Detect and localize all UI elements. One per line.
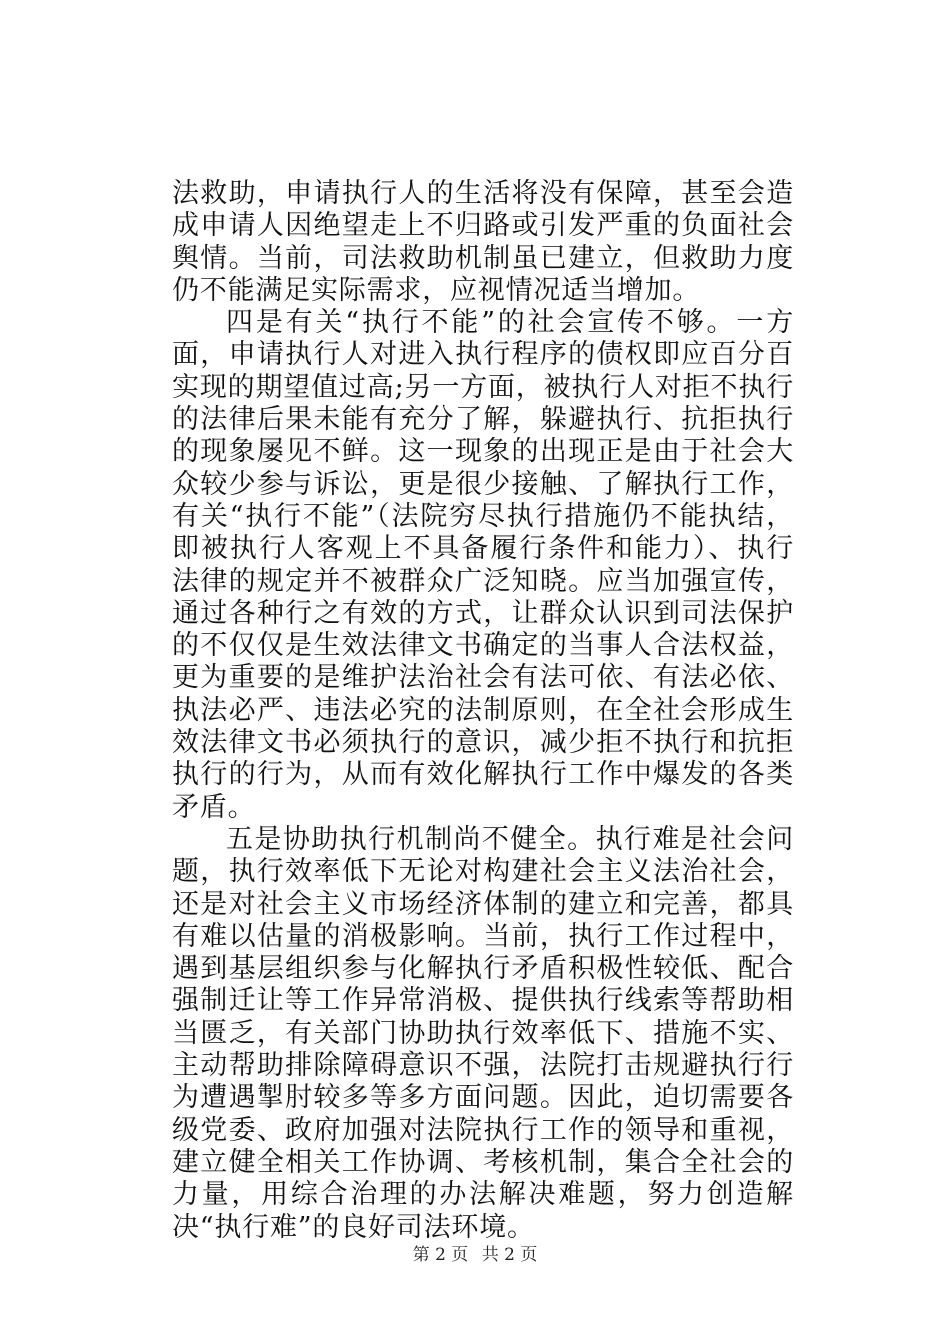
page-number: 第 2 页 (412, 1245, 469, 1265)
page-total: 共 2 页 (481, 1245, 538, 1265)
paragraph-point-five: 五是协助执行机制尚不健全。执行难是社会问题，执行效率低下无论对构建社会主义法治社会，还是对社会主义市场经济体制的建立和完善，都具有难以估量的消极影响。当前，执行工作过程中，遇到基层组织参与化解执行矛盾积极性较低、配合强制迁让等工作异常消极、提供执行线索等帮助相当匮乏，有关部门协助执行效率低下、措施不实、主动帮助排除障碍意识不强，法院打击规避执行行为遭遇掣肘较多等多方面问题。因此，迫切需要各级党委、政府加强对法院执行工作的领导和重视，建立健全相关工作协调、考核机制，集合全社会的力量，用综合治理的办法解决难题，努力创造解决“执行难”的良好司法环境。 (172, 823, 794, 1243)
document-body (172, 178, 794, 1244)
page-footer (0, 1244, 950, 1266)
paragraph-continuation: 法救助，申请执行人的生活将没有保障，甚至会造成申请人因绝望走上不归路或引发严重的负面社会舆情。当前，司法救助机制虽已建立，但救助力度仍不能满足实际需求，应视情况适当增加。 (172, 178, 794, 306)
paragraph-point-four: 四是有关“执行不能”的社会宣传不够。一方面，申请执行人对进入执行程序的债权即应百分百实现的期望值过高;另一方面，被执行人对拒不执行的法律后果未能有充分了解，躲避执行、抗拒执行的现象屡见不鲜。这一现象的出现正是由于社会大众较少参与诉讼，更是很少接触、了解执行工作，有关“执行不能”（法院穷尽执行措施仍不能执结，即被执行人客观上不具备履行条件和能力）、执行法律的规定并不被群众广泛知晓。应当加强宣传，通过各种行之有效的方式，让群众认识到司法保护的不仅仅是生效法律文书确定的当事人合法权益，更为重要的是维护法治社会有法可依、有法必依、执法必严、违法必究的法制原则，在全社会形成生效法律文书必须执行的意识，减少拒不执行和抗拒执行的行为，从而有效化解执行工作中爆发的各类矛盾。 (172, 307, 794, 823)
